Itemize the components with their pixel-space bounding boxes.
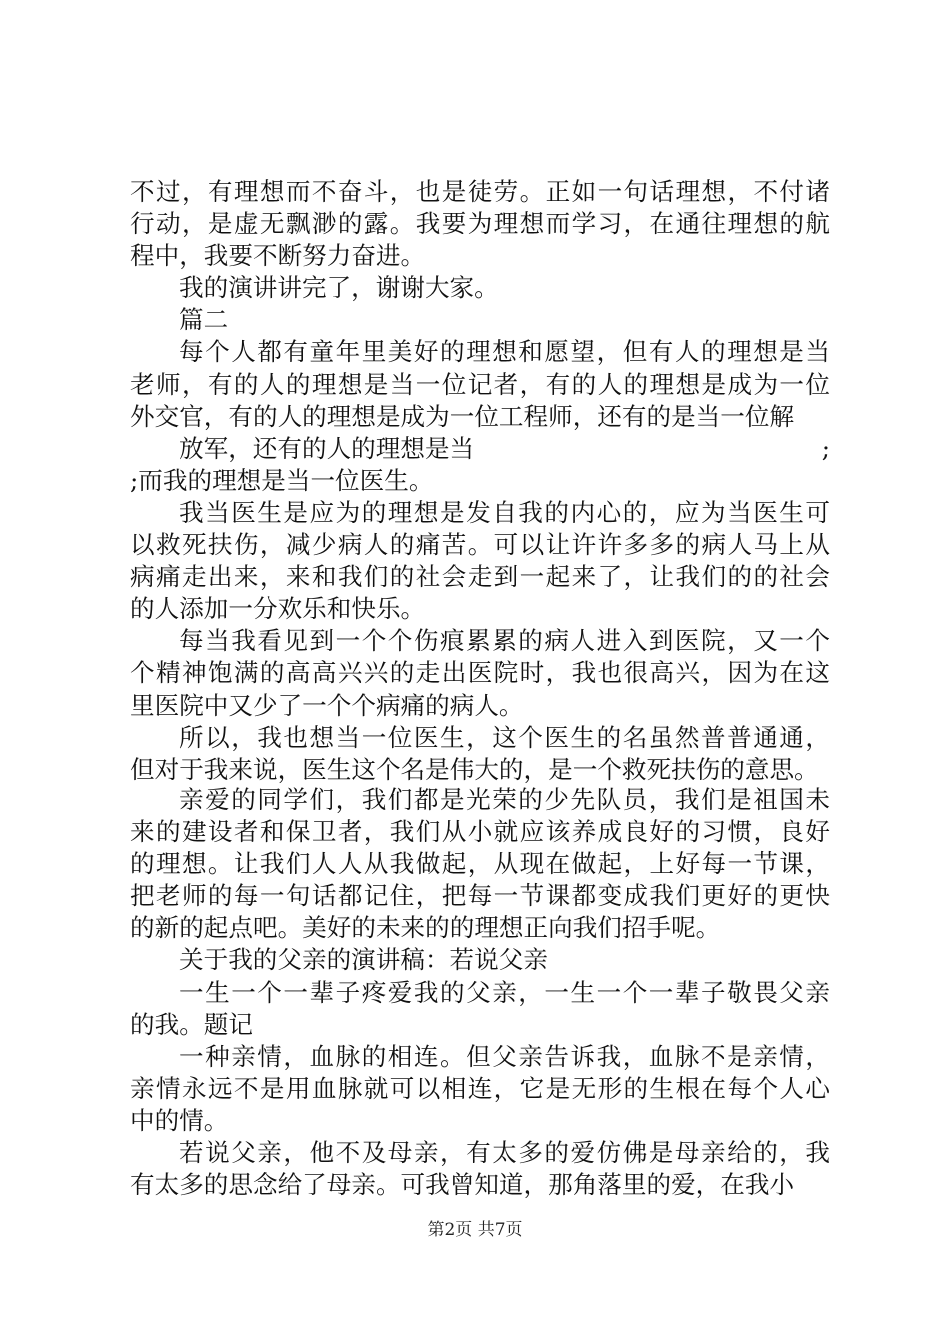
body-text-bottom (130, 784, 830, 1201)
paragraph-line: ;而我的理想是当一位医生。 (130, 465, 434, 495)
paragraph-line: 的人添加一分欢乐和快乐。 (130, 594, 426, 624)
paragraph-line: 程中，我要不断努力奋进。 (130, 241, 426, 271)
page-footer: 第2页 共7页 (427, 1220, 523, 1240)
paragraph-line: 中的情。 (130, 1105, 229, 1135)
paragraph-line: 以救死扶伤，减少病人的痛苦。可以让许许多多的病人马上从 (130, 530, 830, 560)
paragraph-line: 所以，我也想当一位医生，这个医生的名虽然普普通通， (179, 722, 830, 752)
paragraph-line: 我当医生是应为的理想是发自我的内心的，应为当医生可 (179, 497, 830, 527)
paragraph-line: 来的建设者和保卫者，我们从小就应该养成良好的习惯，良好 (130, 817, 830, 847)
paragraph-line: 的新的起点吧。美好的未来的的理想正向我们招手呢。 (130, 913, 721, 943)
line-text-right: ; (821, 433, 830, 463)
body-text-top (130, 176, 830, 786)
paragraph-line: 病痛走出来，来和我们的社会走到一起来了，让我们的的社会 (130, 562, 830, 592)
paragraph-line: 把老师的每一句话都记住，把每一节课都变成我们更好的更快 (130, 881, 830, 911)
paragraph-line: 每个人都有童年里美好的理想和愿望，但有人的理想是当 (179, 337, 830, 367)
paragraph-line: 不过，有理想而不奋斗，也是徒劳。正如一句话理想，不付诸 (130, 177, 830, 206)
paragraph-line: 但对于我来说，医生这个名是伟大的，是一个救死扶伤的意思。 (130, 754, 819, 784)
paragraph-line: 关于我的父亲的演讲稿：若说父亲 (179, 945, 548, 975)
paragraph-line: 一生一个一辈子疼爱我的父亲，一生一个一辈子敬畏父亲 (179, 977, 830, 1007)
paragraph-line: 行动，是虚无飘渺的露。我要为理想而学习，在通往理想的航 (130, 209, 830, 239)
paragraph-line: 的我。题记 (130, 1009, 253, 1039)
paragraph-line: 老师，有的人的理想是当一位记者，有的人的理想是成为一位 (130, 369, 830, 399)
paragraph-line: 有太多的思念给了母亲。可我曾知道，那角落里的爱，在我小 (130, 1170, 795, 1200)
paragraph-line (130, 433, 830, 465)
paragraph-line: 篇二 (179, 305, 229, 335)
paragraph-line: 我的演讲讲完了，谢谢大家。 (179, 273, 499, 303)
paragraph-line: 亲爱的同学们，我们都是光荣的少先队员，我们是祖国未 (179, 785, 830, 814)
paragraph-line: 若说父亲，他不及母亲，有太多的爱仿佛是母亲给的，我 (179, 1138, 830, 1168)
paragraph-line: 的理想。让我们人人从我做起，从现在做起，上好每一节课， (130, 849, 830, 879)
paragraph-line: 外交官，有的人的理想是成为一位工程师，还有的是当一位解 (130, 401, 795, 431)
paragraph-line: 每当我看见到一个个伤痕累累的病人进入到医院，又一个 (179, 626, 830, 656)
paragraph-line: 个精神饱满的高高兴兴的走出医院时，我也很高兴，因为在这 (130, 658, 830, 688)
line-text-left: 放军，还有的人的理想是当 (179, 433, 475, 463)
paragraph-line: 亲情永远不是用血脉就可以相连，它是无形的生根在每个人心 (130, 1073, 830, 1103)
paragraph-line: 一种亲情，血脉的相连。但父亲告诉我，血脉不是亲情， (179, 1041, 830, 1071)
paragraph-line: 里医院中又少了一个个病痛的病人。 (130, 690, 524, 720)
